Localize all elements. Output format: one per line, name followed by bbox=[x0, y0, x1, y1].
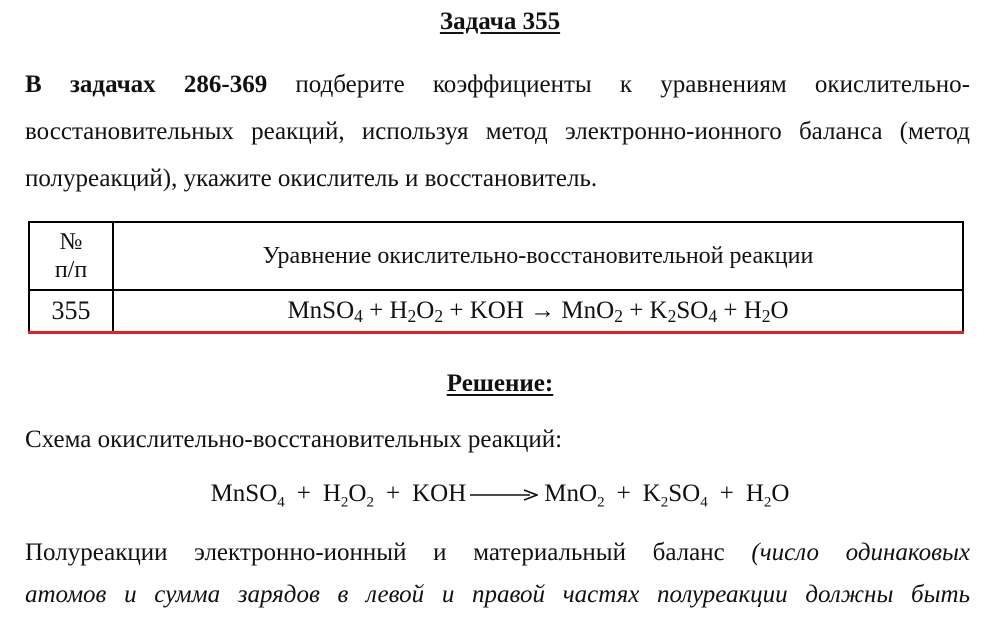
header-equation-cell: Уравнение окислительно-восстановительной реакции bbox=[113, 222, 963, 290]
formula-h2o2: $H_2O_2$ bbox=[322, 480, 374, 511]
formula-mno2: MnO bbox=[561, 297, 615, 324]
plus-sign: + bbox=[717, 297, 744, 324]
formula-mnso4: MnSO bbox=[287, 297, 355, 324]
plus-sign: + bbox=[385, 480, 401, 507]
subscript: 2 bbox=[667, 305, 677, 326]
task-range-label: В задачах 286-369 bbox=[25, 71, 268, 98]
formula-h2o-o: O bbox=[770, 297, 789, 324]
formula-koh: KOH bbox=[412, 480, 467, 507]
plus-sign: + bbox=[362, 297, 390, 324]
formula-h2o2: H bbox=[389, 297, 408, 324]
subscript: 4 bbox=[354, 305, 363, 326]
solution-heading: Решение: bbox=[446, 370, 554, 397]
formula-k2so4: $K_2SO_4$ bbox=[642, 480, 708, 511]
row-number-cell: 355 bbox=[29, 290, 113, 333]
task-instructions: подберите коэффициенты к уравнениям окислительно-восстановительных реакций, используя метод электронно-ионного баланса (метод полуреакций), укажите окислитель и восстановитель. bbox=[25, 71, 970, 192]
header-number-cell bbox=[29, 222, 113, 290]
subscript: 2 bbox=[434, 305, 444, 326]
row-equation-cell bbox=[113, 290, 963, 333]
plus-sign: + bbox=[719, 480, 734, 507]
reaction-arrow: → bbox=[523, 297, 562, 324]
formula-k2so4: K bbox=[649, 297, 668, 324]
scheme-label: Схема окислительно-восстановительных реакций: bbox=[25, 426, 563, 453]
formula-h2o2-o: O bbox=[416, 297, 435, 324]
formula-mno2: MnO$_2$ bbox=[544, 480, 605, 511]
formula-h2o: $H_2O$ bbox=[745, 480, 790, 511]
header-number-symbol: № bbox=[59, 229, 83, 255]
plus-sign: + bbox=[296, 480, 311, 507]
subscript: 2 bbox=[761, 305, 771, 326]
half-reactions-text bbox=[25, 531, 970, 575]
half-reactions-note: (число одинаковых bbox=[751, 539, 970, 566]
task-table bbox=[28, 221, 964, 334]
scheme-equation bbox=[0, 478, 1000, 510]
long-arrow-icon bbox=[470, 488, 538, 502]
plus-sign: + bbox=[616, 480, 631, 507]
formula-mnso4: MnSO$_4$ bbox=[210, 480, 285, 511]
formula-koh: KOH bbox=[469, 297, 524, 324]
task-title: Задача 355 bbox=[439, 8, 561, 35]
formula-h2o: H bbox=[743, 297, 762, 324]
subscript: 2 bbox=[614, 305, 623, 326]
half-reactions-lead: Полуреакции электронно-ионный и материальный баланс bbox=[25, 539, 752, 566]
subscript: 4 bbox=[708, 305, 718, 326]
table-row bbox=[29, 290, 963, 333]
plus-sign: + bbox=[622, 297, 650, 324]
header-number-label: п/п bbox=[54, 257, 88, 283]
plus-sign: + bbox=[443, 297, 470, 324]
formula-k2so4-so: SO bbox=[676, 297, 709, 324]
table-header-row bbox=[29, 222, 963, 290]
half-reactions-continuation: атомов и сумма зарядов в левой и правой частях полуреакции должны быть bbox=[25, 581, 970, 608]
subscript: 2 bbox=[407, 305, 417, 326]
task-statement bbox=[25, 61, 970, 202]
